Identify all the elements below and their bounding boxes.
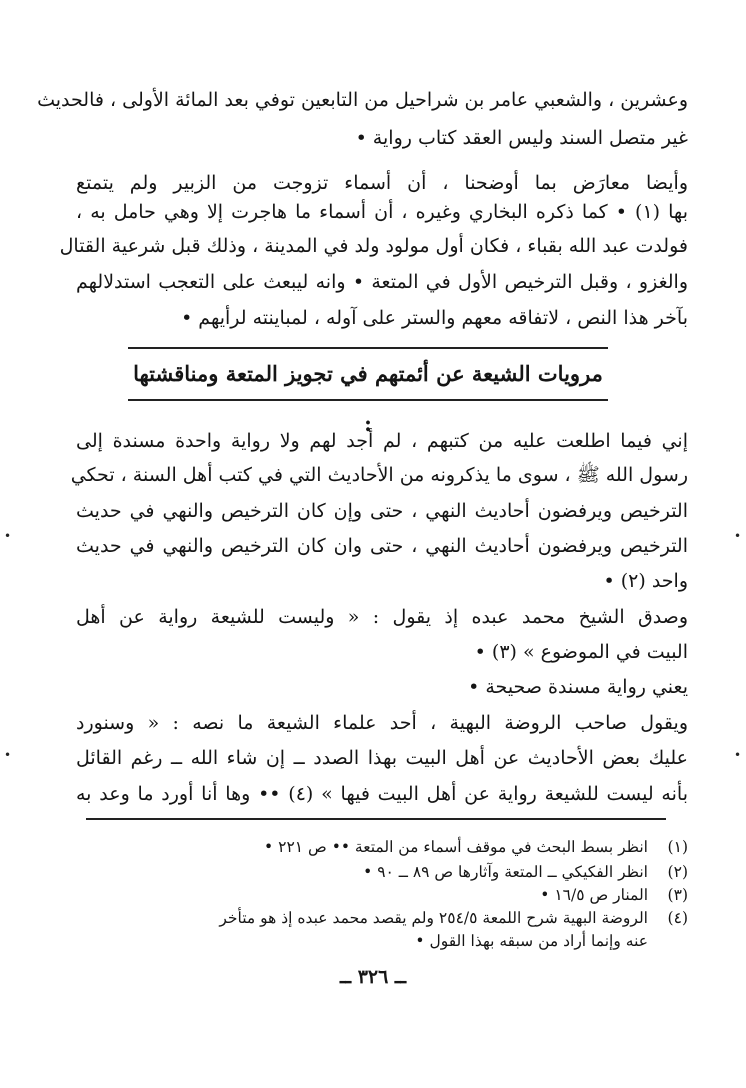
text-line-11: الترخيص ويرفضون أحاديث النهي ، حتى وان كان الترخيص والنهي في حديث [76, 535, 688, 557]
text-line-1: وعشرين ، والشعبي عامر بن شراحيل من التابعين توفي بعد المائة الأولى ، فالحديث [37, 89, 688, 111]
text-line-5: فولدت عبد الله بقباء ، فكان أول مولود ولد في المدينة ، وذلك قبل شرعية القتال [59, 235, 688, 257]
text-line-10: الترخيص ويرفضون أحاديث النهي ، حتى وإن كان الترخيص والنهي في حديث [76, 500, 688, 522]
section-heading: مرويات الشيعة عن أئمتهم في تجويز المتعة ومناقشتها : [128, 347, 608, 401]
footnote-text: انظر بسط البحث في موقف أسماء من المتعة •• ص ٢٢١ • [264, 838, 648, 856]
footnote-number: (٢) [667, 863, 688, 881]
footnote-2 [76, 861, 688, 883]
footnote-text: المنار ص ١٦/٥ • [540, 886, 648, 904]
text-line-15: يعني رواية مسندة صحيحة • [468, 676, 688, 698]
margin-dot: • [734, 748, 742, 762]
margin-dot: • [734, 529, 742, 543]
text-line-4: بها (١) • كما ذكره البخاري وغيره ، أن أسماء ما هاجرت إلا وهي حامل به ، [76, 201, 688, 223]
footnote-divider [86, 818, 666, 820]
text-line-18: بأنه ليست للشيعة رواية عن أهل البيت فيها » (٤) •• وها أنا أورد ما وعد به [76, 783, 688, 805]
footnote-3 [76, 884, 688, 906]
text-line-9: رسول الله ﷺ ، سوى ما يذكرونه من الأحاديث التي في كتب أهل السنة ، تحكي [70, 464, 688, 486]
text-line-6: والغزو ، وقبل الترخيص الأول في المتعة • وانه ليبعث على التعجب استدلالهم [76, 271, 688, 293]
footnote-4-continuation: عنه وإنما أراد من سبقه بهذا القول • [415, 932, 648, 950]
footnote-4 [76, 907, 688, 929]
footnote-number: (١) [667, 838, 688, 856]
footnote-number: (٤) [667, 909, 688, 927]
margin-dot: • [4, 529, 12, 543]
text-line-2: غير متصل السند وليس العقد كتاب رواية • [355, 127, 688, 149]
footnote-text: انظر الفكيكي ــ المتعة وآثارها ص ٨٩ ــ ٩٠ • [363, 863, 648, 881]
text-line-8: إني فيما اطلعت عليه من كتبهم ، لم أجد لهم ولا رواية واحدة مسندة إلى [76, 430, 688, 452]
text-line-3: وأيضا معارَض بما أوضحنا ، أن أسماء تزوجت من الزبير ولم يتمتع [76, 172, 688, 194]
footnote-text: الروضة البهية شرح اللمعة ٢٥٤/٥ ولم يقصد محمد عبده إذ هو متأخر [219, 909, 648, 927]
text-line-12: واحد (٢) • [603, 570, 688, 592]
text-line-7: بآخر هذا النص ، لاتفاقه معهم والستر على آوله ، لمباينته لرأيهم • [181, 307, 688, 329]
footnote-1 [76, 836, 688, 858]
text-line-14: البيت في الموضوع » (٣) • [474, 641, 688, 663]
text-line-17: عليك بعض الأحاديث عن أهل البيت بهذا الصدد ــ إن شاء الله ــ رغم القائل [76, 747, 688, 769]
footnote-number: (٣) [667, 886, 688, 904]
page-number: ــ ٣٢٦ ــ [339, 966, 407, 988]
margin-dot: • [4, 748, 12, 762]
text-line-16: ويقول صاحب الروضة البهية ، أحد علماء الشيعة ما نصه : « وسنورد [76, 712, 688, 734]
text-line-13: وصدق الشيخ محمد عبده إذ يقول : « وليست للشيعة رواية عن أهل [76, 606, 688, 628]
